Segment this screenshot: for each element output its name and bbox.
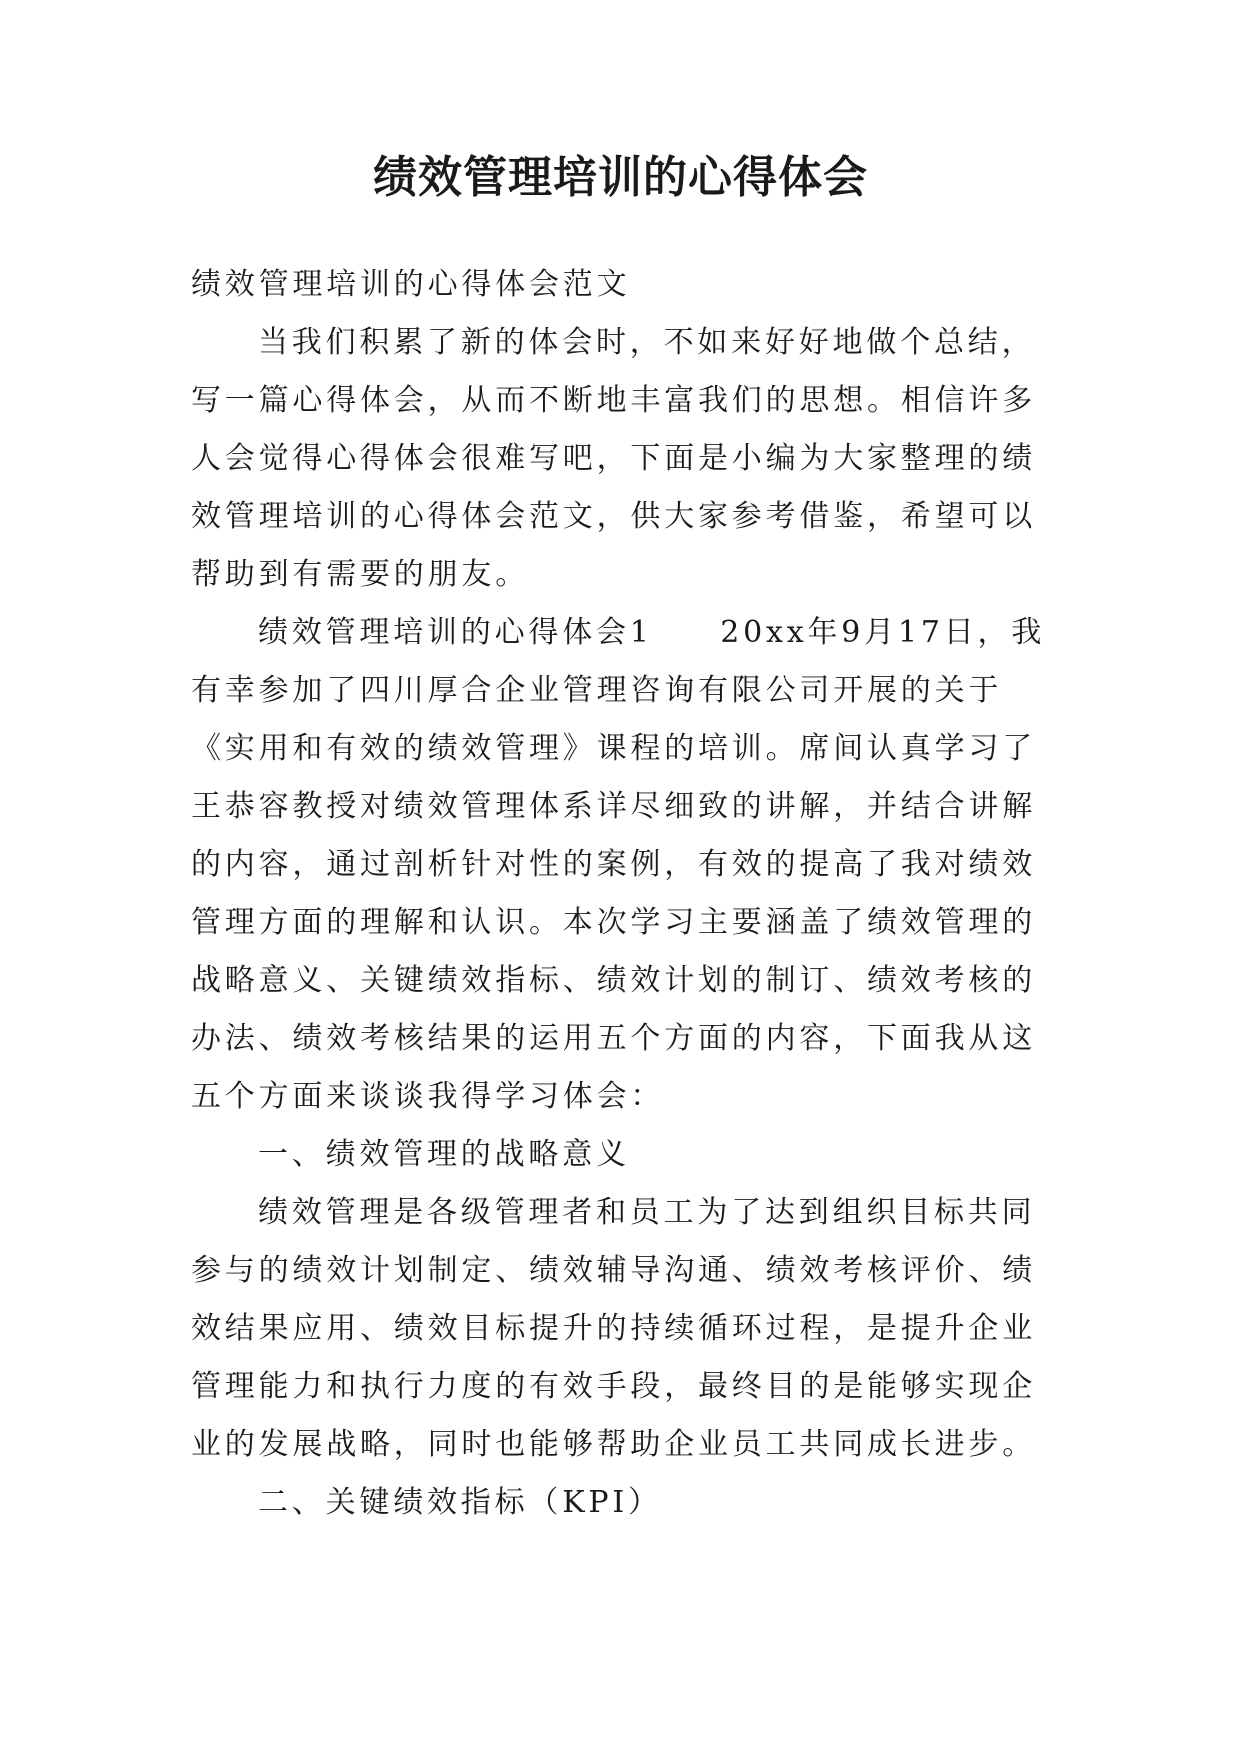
paragraph-experience-1: 绩效管理培训的心得体会1 20xx年9月17日，我有幸参加了四川厚合企业管理咨询有限公司开展的关于《实用和有效的绩效管理》课程的培训。席间认真学习了王恭容教授对绩效管理体系详尽细致的讲解，并结合讲解的内容，通过剖析针对性的案例，有效的提高了我对绩效管理方面的理解和认识。本次学习主要涵盖了绩效管理的战略意义、关键绩效指标、绩效计划的制订、绩效考核的办法、绩效考核结果的运用五个方面的内容，下面我从这五个方面来谈谈我得学习体会：: [191, 615, 1046, 1114]
document-subtitle: 绩效管理培训的心得体会范文: [191, 267, 631, 302]
paragraph-intro: 当我们积累了新的体会时，不如来好好地做个总结，写一篇心得体会，从而不断地丰富我们的思想。相信许多人会觉得心得体会很难写吧，下面是小编为大家整理的绩效管理培训的心得体会范文，供大家参考借鉴，希望可以帮助到有需要的朋友。: [191, 325, 1036, 592]
document-body: [191, 256, 1051, 1532]
document-title: 绩效管理培训的心得体会: [373, 152, 868, 203]
paragraph-strategic-significance: 绩效管理是各级管理者和员工为了达到组织目标共同参与的绩效计划制定、绩效辅导沟通、绩效考核评价、绩效结果应用、绩效目标提升的持续循环过程，是提升企业管理能力和执行力度的有效手段，最终目的是能够实现企业的发展战略，同时也能够帮助企业员工共同成长进步。: [191, 1195, 1036, 1462]
section-heading-strategic-significance: 一、绩效管理的战略意义: [258, 1137, 630, 1172]
section-heading-kpi: 二、关键绩效指标（KPI）: [258, 1485, 662, 1520]
